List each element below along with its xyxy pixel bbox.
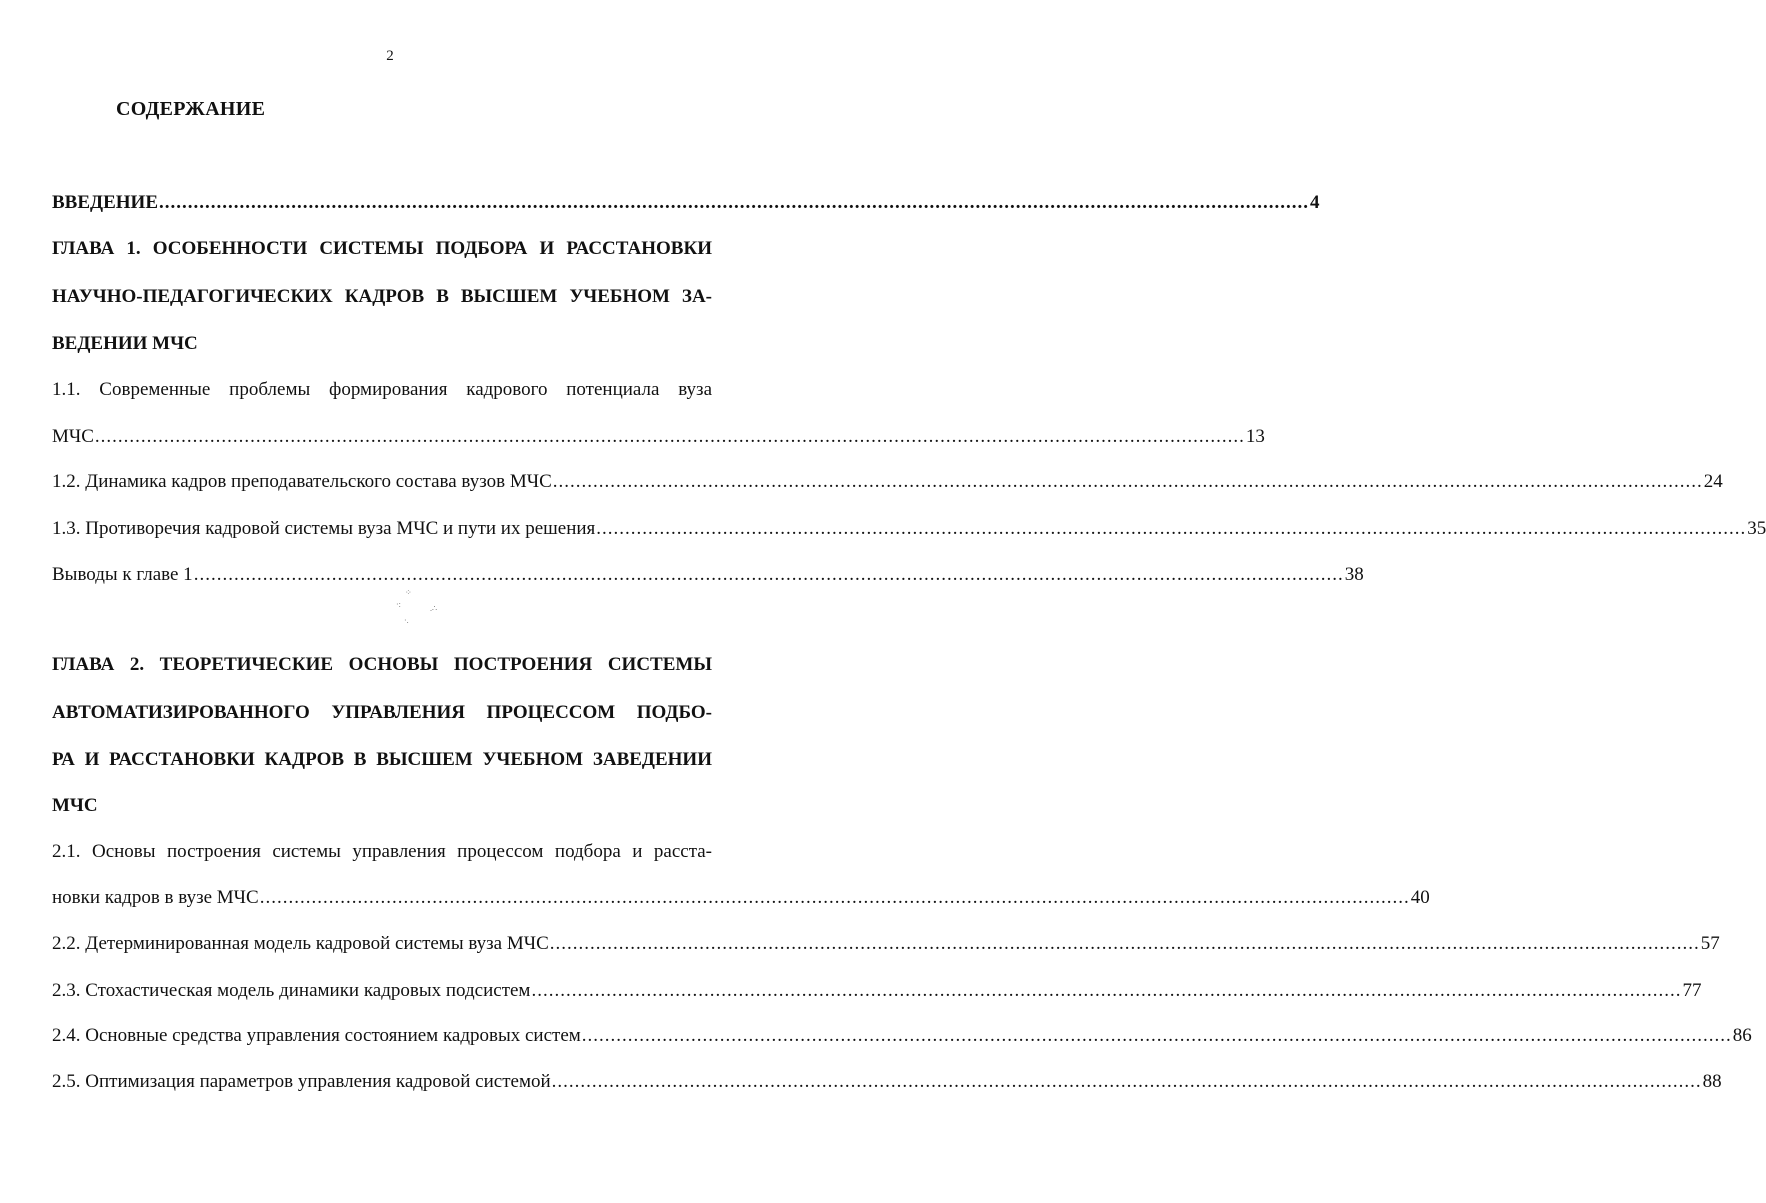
dot-leader: ........................................................................................................................................................................................................ <box>549 933 1700 954</box>
dot-leader: ........................................................................................................................................................................................................ <box>551 1071 1702 1092</box>
toc-entry-1-2 <box>52 467 1723 497</box>
toc-entry-page: 38 <box>1344 564 1364 585</box>
toc-entry-2-2 <box>52 929 1720 959</box>
dot-leader: ........................................................................................................................................................................................................ <box>552 471 1703 492</box>
dot-leader: ........................................................................................................................................................................................................ <box>259 887 1410 908</box>
toc-entry-label: ВВЕДЕНИЕ <box>52 192 158 213</box>
scan-speck: ⁘ <box>405 588 412 597</box>
toc-entry-label: Выводы к главе 1 <box>52 564 193 585</box>
chapter-2-heading-line-4: МЧС <box>52 795 98 816</box>
toc-entry-page: 88 <box>1702 1071 1722 1092</box>
toc-entry-page: 40 <box>1410 887 1430 908</box>
toc-entry-page: 4 <box>1310 192 1320 213</box>
toc-entry-label: 2.2. Детерминированная модель кадровой системы вуза МЧС <box>52 933 549 954</box>
chapter-1-heading-line-3: ВЕДЕНИИ МЧС <box>52 333 198 354</box>
toc-entry-2-1-line-1: 2.1. Основы построения системы управления процессом подбора и расста- <box>52 841 712 862</box>
toc-entry-page: 35 <box>1747 518 1766 539</box>
toc-entry-2-1 <box>52 883 1430 913</box>
toc-entry-2-4 <box>52 1021 1752 1051</box>
toc-entry-1-1 <box>52 422 1265 452</box>
dot-leader: ........................................................................................................................................................................................................ <box>531 980 1682 1001</box>
toc-entry-intro <box>52 188 1320 218</box>
dot-leader: ........................................................................................................................................................................................................ <box>193 564 1344 585</box>
dot-leader: ........................................................................................................................................................................................................ <box>159 192 1309 213</box>
toc-entry-label: 2.4. Основные средства управления состоянием кадровых систем <box>52 1025 581 1046</box>
toc-entry-1-1-line-1: 1.1. Современные проблемы формирования кадрового потенциала вуза <box>52 379 712 400</box>
toc-entry-1-3 <box>52 514 1766 544</box>
toc-entry-label: 1.2. Динамика кадров преподавательского состава вузов МЧС <box>52 471 552 492</box>
toc-entry-label: 2.3. Стохастическая модель динамики кадровых подсистем <box>52 980 531 1001</box>
toc-title: СОДЕРЖАНИЕ <box>116 98 266 120</box>
toc-entry-page: 24 <box>1703 471 1723 492</box>
scan-speck: .∴ <box>430 604 438 613</box>
toc-entry-page: 13 <box>1245 426 1265 447</box>
toc-entry-page: 77 <box>1682 980 1702 1001</box>
toc-entry-label: 2.5. Оптимизация параметров управления кадровой системой <box>52 1071 551 1092</box>
toc-entry-label: новки кадров в вузе МЧС <box>52 887 259 908</box>
chapter-2-heading-line-1: ГЛАВА 2. ТЕОРЕТИЧЕСКИЕ ОСНОВЫ ПОСТРОЕНИЯ СИСТЕМЫ <box>52 654 712 675</box>
chapter-1-heading-line-2: НАУЧНО-ПЕДАГОГИЧЕСКИХ КАДРОВ В ВЫСШЕМ УЧЕБНОМ ЗА- <box>52 286 712 307</box>
toc-entry-page: 57 <box>1700 933 1720 954</box>
toc-entry-label: 1.3. Противоречия кадровой системы вуза МЧС и пути их решения <box>52 518 596 539</box>
toc-entry-label: МЧС <box>52 426 94 447</box>
chapter-1-heading-line-1: ГЛАВА 1. ОСОБЕННОСТИ СИСТЕМЫ ПОДБОРА И РАССТАНОВКИ <box>52 238 712 259</box>
toc-entry-page: 86 <box>1732 1025 1752 1046</box>
chapter-2-heading-line-3: РА И РАССТАНОВКИ КАДРОВ В ВЫСШЕМ УЧЕБНОМ ЗАВЕДЕНИИ <box>52 749 712 770</box>
page-number: 2 <box>386 48 394 64</box>
toc-entry-2-5 <box>52 1067 1722 1097</box>
toc-entry-2-3 <box>52 976 1702 1006</box>
chapter-2-heading-line-2: АВТОМАТИЗИРОВАННОГО УПРАВЛЕНИЯ ПРОЦЕССОМ ПОДБО- <box>52 702 712 723</box>
dot-leader: ........................................................................................................................................................................................................ <box>596 518 1747 539</box>
dot-leader: ........................................................................................................................................................................................................ <box>94 426 1245 447</box>
dot-leader: ........................................................................................................................................................................................................ <box>581 1025 1732 1046</box>
scan-speck: ·: <box>396 600 401 609</box>
scan-speck: ·. <box>404 616 409 625</box>
toc-entry-conclusions-1 <box>52 560 1364 590</box>
